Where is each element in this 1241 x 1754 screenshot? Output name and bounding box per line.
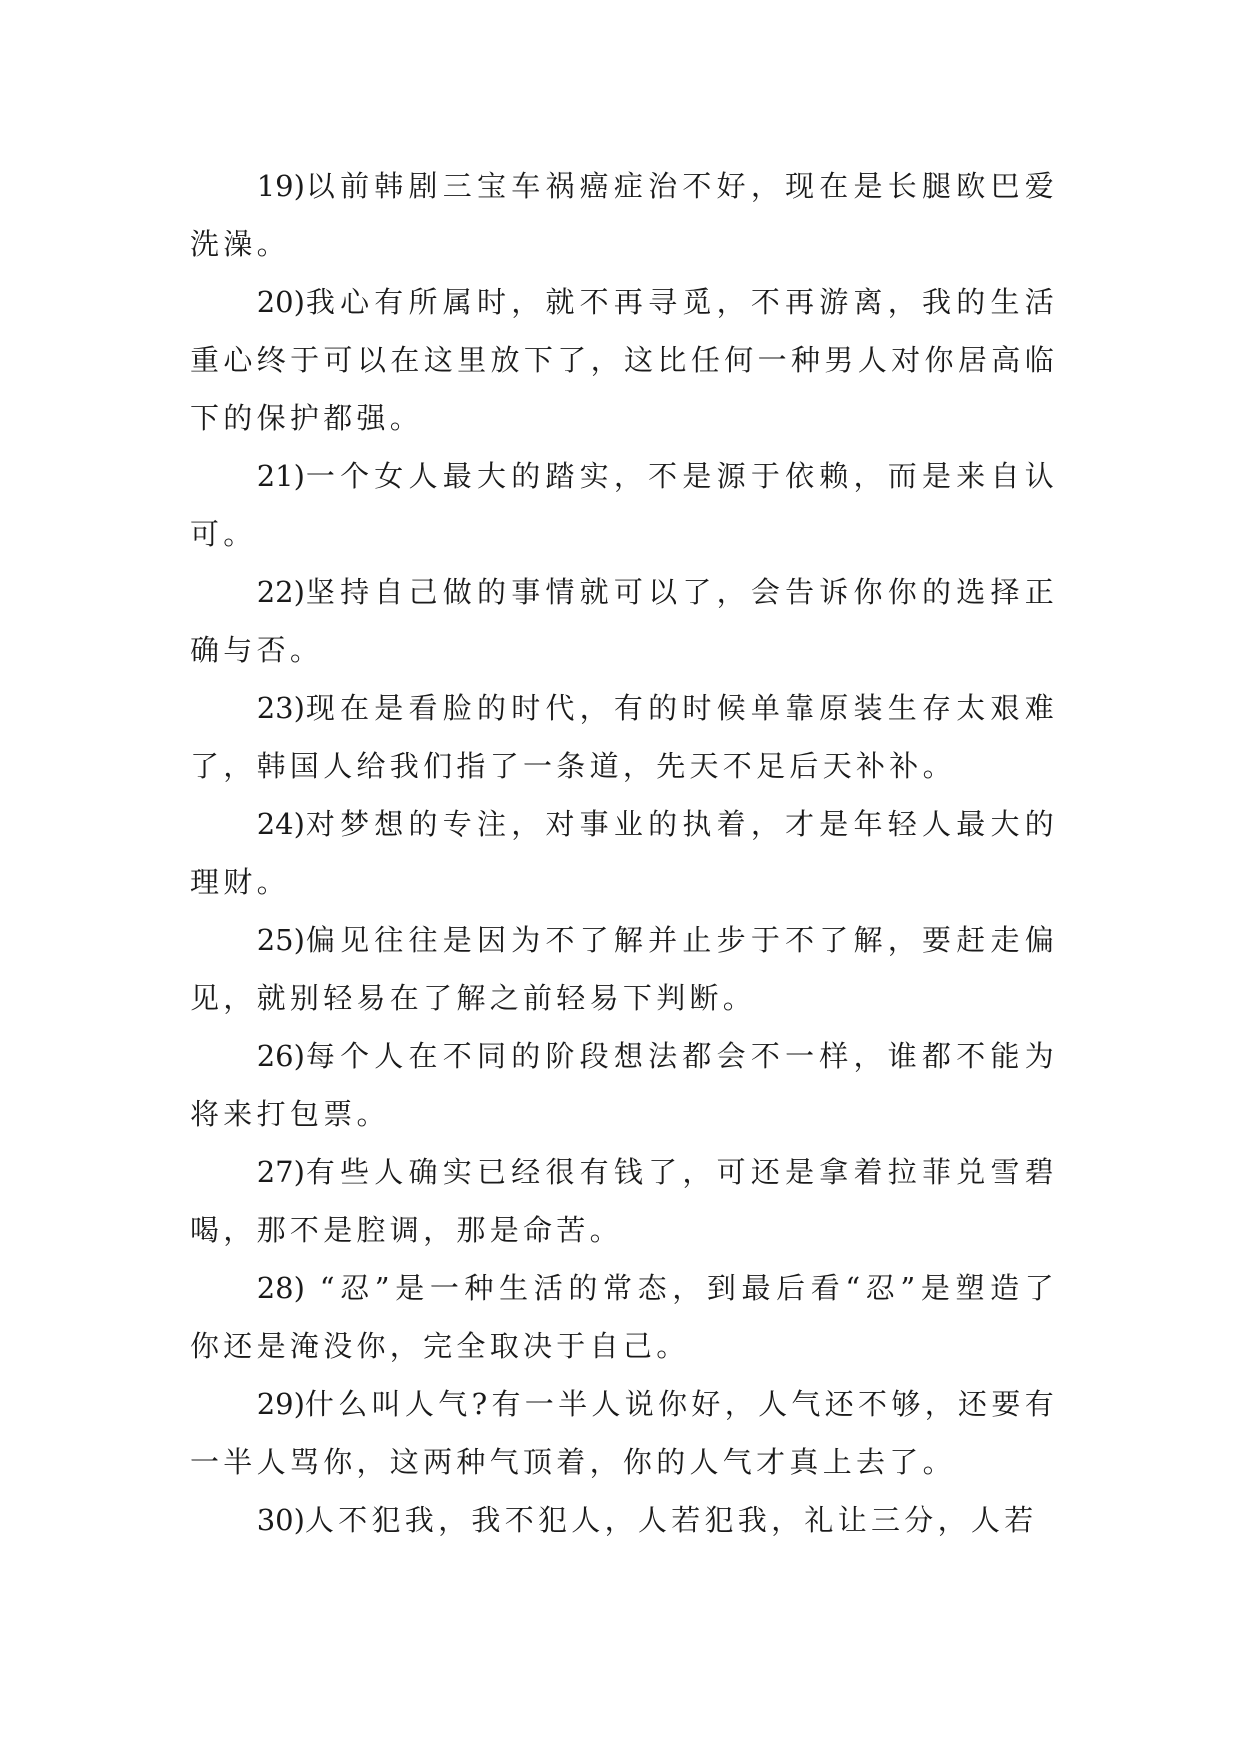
item-number: 26) xyxy=(256,1039,305,1073)
paragraph-20 xyxy=(190,273,1058,447)
paragraph-25 xyxy=(190,911,1058,1027)
paragraph-text: 什么叫人气?有一半人说你好，人气还不够，还要有一半人骂你，这两种气顶着，你的人气才真上去了。 xyxy=(190,1387,1058,1479)
paragraph-text: 现在是看脸的时代，有的时候单靠原装生存太艰难了，韩国人给我们指了一条道，先天不足后天补补。 xyxy=(190,691,1058,783)
paragraph-text: 一个女人最大的踏实，不是源于依赖，而是来自认可。 xyxy=(190,459,1058,551)
item-number: 30) xyxy=(256,1503,305,1537)
paragraph-30 xyxy=(190,1491,1058,1549)
item-number: 19) xyxy=(256,169,305,203)
paragraph-23 xyxy=(190,679,1058,795)
paragraph-21 xyxy=(190,447,1058,563)
paragraph-text: 每个人在不同的阶段想法都会不一样，谁都不能为将来打包票。 xyxy=(190,1039,1058,1131)
paragraph-29 xyxy=(190,1375,1058,1491)
paragraph-28 xyxy=(190,1259,1058,1375)
paragraph-text: 人不犯我，我不犯人，人若犯我，礼让三分，人若 xyxy=(304,1503,1038,1537)
item-number: 21) xyxy=(256,459,305,493)
paragraph-text: “忍”是一种生活的常态，到最后看“忍”是塑造了你还是淹没你，完全取决于自己。 xyxy=(190,1271,1058,1363)
paragraph-text: 对梦想的专注，对事业的执着，才是年轻人最大的理财。 xyxy=(190,807,1058,899)
paragraph-26 xyxy=(190,1027,1058,1143)
item-number: 25) xyxy=(256,923,305,957)
paragraph-27 xyxy=(190,1143,1058,1259)
paragraph-text: 以前韩剧三宝车祸癌症治不好，现在是长腿欧巴爱洗澡。 xyxy=(190,169,1058,261)
item-number: 27) xyxy=(256,1155,305,1189)
document-body xyxy=(190,157,1058,1549)
paragraph-text: 坚持自己做的事情就可以了，会告诉你你的选择正确与否。 xyxy=(190,575,1058,667)
paragraph-text: 有些人确实已经很有钱了，可还是拿着拉菲兑雪碧喝，那不是腔调，那是命苦。 xyxy=(190,1155,1058,1247)
item-number: 22) xyxy=(256,575,305,609)
paragraph-19 xyxy=(190,157,1058,273)
paragraph-22 xyxy=(190,563,1058,679)
item-number: 24) xyxy=(256,807,305,841)
item-number: 23) xyxy=(256,691,305,725)
item-number: 29) xyxy=(256,1387,305,1421)
paragraph-24 xyxy=(190,795,1058,911)
paragraph-text: 偏见往往是因为不了解并止步于不了解，要赶走偏见，就别轻易在了解之前轻易下判断。 xyxy=(190,923,1058,1015)
paragraph-text: 我心有所属时，就不再寻觅，不再游离，我的生活重心终于可以在这里放下了，这比任何一种男人对你居高临下的保护都强。 xyxy=(190,285,1058,435)
item-number: 20) xyxy=(256,285,305,319)
item-number: 28) xyxy=(256,1271,305,1305)
